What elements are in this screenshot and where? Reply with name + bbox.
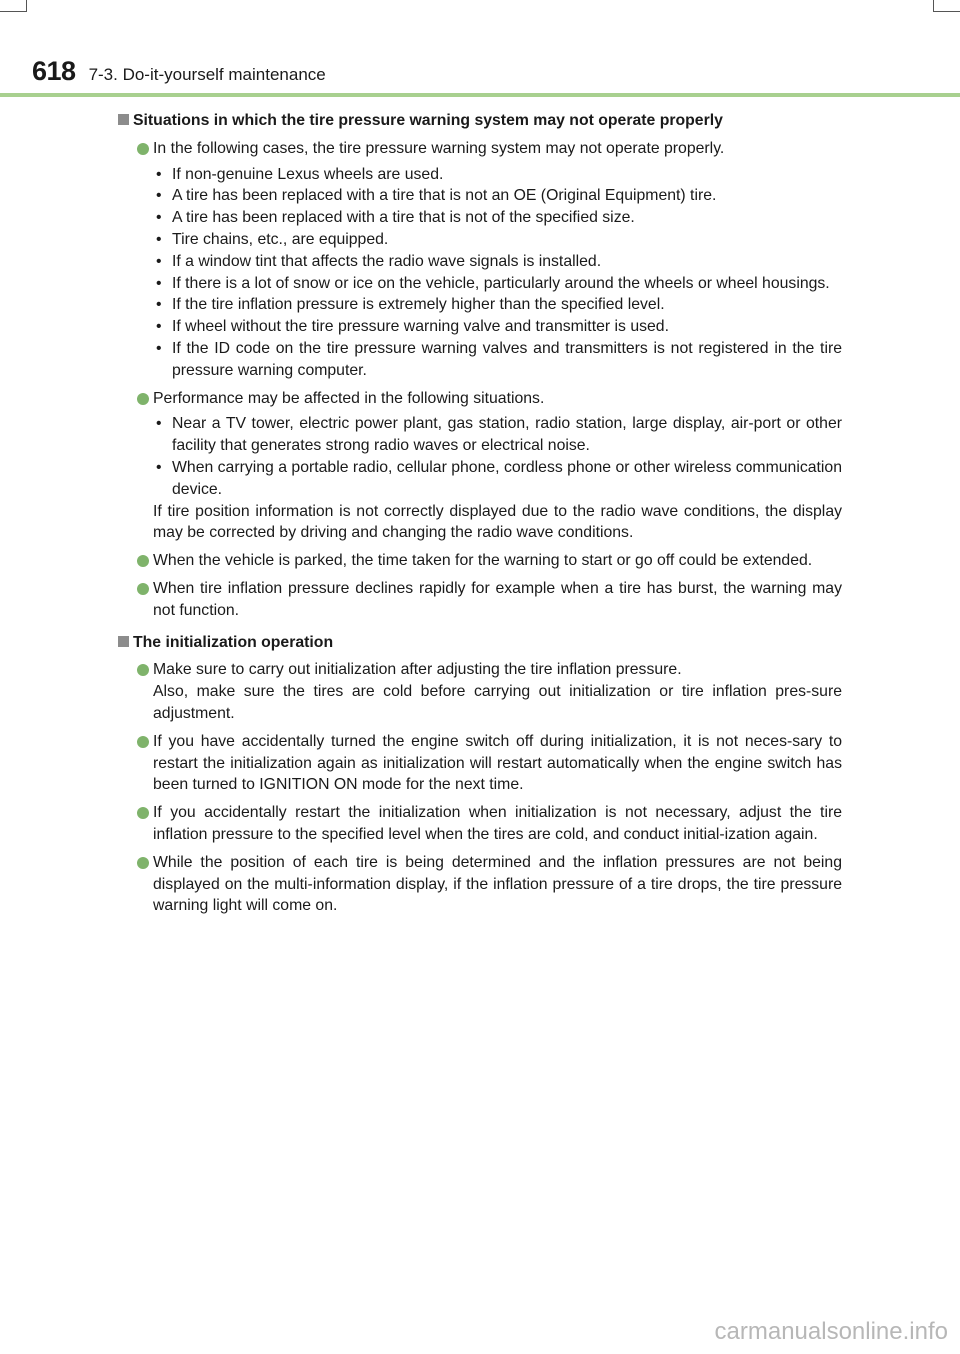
page-header (32, 56, 326, 87)
paragraph-text: When the vehicle is parked, the time taken for the warning to start or go off could be extended. (153, 552, 813, 570)
list-item-text: A tire has been replaced with a tire that is not of the specified size. (172, 209, 635, 227)
crop-mark (933, 0, 934, 12)
section-heading-text: The initialization operation (133, 633, 334, 651)
dot-bullet-icon: • (156, 230, 162, 248)
dot-bullet-icon: • (156, 165, 162, 183)
circle-bullet-icon (137, 857, 149, 869)
bullet-paragraph (118, 731, 842, 796)
bullet-paragraph (118, 388, 842, 545)
list-item-text: If there is a lot of snow or ice on the vehicle, particularly around the wheels or wheel housings. (172, 274, 830, 292)
sub-list (153, 413, 842, 500)
paragraph-text: When tire inflation pressure declines rapidly for example when a tire has burst, the warning may not function. (153, 579, 842, 619)
crop-mark (0, 11, 26, 12)
square-bullet-icon (118, 114, 129, 125)
paragraph-text: Make sure to carry out initialization after adjusting the tire inflation pressure. (153, 661, 682, 679)
crop-mark (934, 11, 960, 12)
list-item-text: If wheel without the tire pressure warning valve and transmitter is used. (172, 318, 669, 336)
list-item (153, 457, 842, 501)
list-item (153, 338, 842, 382)
square-bullet-icon (118, 636, 129, 647)
list-item (153, 294, 842, 316)
list-item-text: If a window tint that affects the radio wave signals is installed. (172, 252, 602, 270)
list-item-text: If the ID code on the tire pressure warning valves and transmitters is not registered in the tire pressure warning computer. (172, 339, 842, 379)
list-item (153, 251, 842, 273)
list-item (153, 207, 842, 229)
dot-bullet-icon: • (156, 318, 162, 336)
bullet-paragraph (118, 578, 842, 622)
bullet-paragraph (118, 852, 842, 917)
dot-bullet-icon: • (156, 296, 162, 314)
crop-mark (26, 0, 27, 12)
header-divider (0, 93, 960, 97)
list-item-text: If the tire inflation pressure is extremely higher than the specified level. (172, 296, 665, 314)
dot-bullet-icon: • (156, 339, 162, 357)
paragraph-text: In the following cases, the tire pressure warning system may not operate properly. (153, 139, 725, 157)
circle-bullet-icon (137, 664, 149, 676)
circle-bullet-icon (137, 583, 149, 595)
bullet-paragraph (118, 138, 842, 382)
dot-bullet-icon: • (156, 252, 162, 270)
bullet-paragraph (118, 802, 842, 846)
list-item (153, 413, 842, 457)
circle-bullet-icon (137, 807, 149, 819)
bullet-paragraph (118, 659, 842, 724)
list-item (153, 185, 842, 207)
sub-list (153, 164, 842, 382)
circle-bullet-icon (137, 393, 149, 405)
paragraph-text: If you accidentally restart the initialization when initialization is not necessary, adjust the tire inflation pressure to the specified level when the tires are cold, and conduct initial-ization again. (153, 804, 842, 843)
paragraph-text: If you have accidentally turned the engine switch off during initialization, it is not neces-sary to restart the initialization again as initialization will restart automatically when the engine switch has been turned to IGNITION ON mode for the next time. (153, 732, 842, 794)
section-heading-text: Situations in which the tire pressure warning system may not operate properly (133, 112, 723, 129)
list-item-text: A tire has been replaced with a tire that is not an OE (Original Equipment) tire. (172, 187, 717, 205)
page-content (118, 110, 842, 923)
section-heading (118, 110, 842, 132)
dot-bullet-icon: • (156, 415, 162, 433)
paragraph-text: While the position of each tire is being determined and the inflation pressures are not being displayed on the multi-information display, if the inflation pressure of a tire drops, the tire pressure warning light will come on. (153, 853, 842, 915)
list-item-text: Tire chains, etc., are equipped. (172, 230, 389, 248)
list-item-text: When carrying a portable radio, cellular phone, cordless phone or other wireless communication device. (172, 458, 842, 498)
list-item (153, 229, 842, 251)
list-item-text: If non-genuine Lexus wheels are used. (172, 165, 444, 183)
bullet-paragraph (118, 550, 842, 572)
circle-bullet-icon (137, 555, 149, 567)
dot-bullet-icon: • (156, 458, 162, 476)
section-heading (118, 632, 842, 654)
list-item (153, 273, 842, 295)
list-item (153, 164, 842, 186)
list-item (153, 316, 842, 338)
dot-bullet-icon: • (156, 209, 162, 227)
watermark: carmanualsonline.info (714, 1318, 948, 1345)
circle-bullet-icon (137, 143, 149, 155)
circle-bullet-icon (137, 736, 149, 748)
paragraph-text: Performance may be affected in the following situations. (153, 389, 545, 407)
paragraph-continuation: If tire position information is not correctly displayed due to the radio wave conditions, the display may be corrected by driving and changing the radio wave conditions. (153, 502, 842, 542)
page-number: 618 (32, 56, 76, 86)
section-title: 7-3. Do-it-yourself maintenance (88, 65, 326, 84)
dot-bullet-icon: • (156, 187, 162, 205)
list-item-text: Near a TV tower, electric power plant, gas station, radio station, large display, air-port or other facility that generates strong radio waves or electrical noise. (172, 415, 842, 455)
dot-bullet-icon: • (156, 274, 162, 292)
paragraph-continuation: Also, make sure the tires are cold before carrying out initialization or tire inflation pres-sure adjustment. (153, 683, 842, 722)
